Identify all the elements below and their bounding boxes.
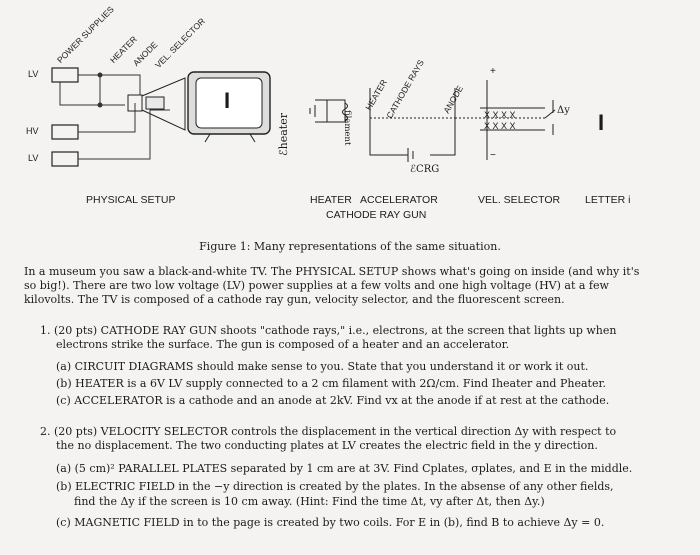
q2-a: (a) (5 cm)² PARALLEL PLATES separated by 1 cm are at 3V. Find Cplates, σplates, and E in the middle. [56, 462, 633, 475]
figure [0, 0, 700, 240]
crosses-top: X X X X [484, 110, 516, 120]
label-e-heater: ℰheater [277, 112, 290, 156]
label-letter-i: LETTER i [585, 194, 631, 206]
tv-letter: I [224, 88, 231, 113]
q1-c: (c) ACCELERATOR is a cathode and an anode at 2kV. Find vx at the anode if at rest at the cathode. [56, 394, 610, 407]
big-letter: I [598, 110, 605, 135]
label-dy: Δy [557, 105, 570, 116]
crt-tube [128, 72, 270, 142]
label-anode-2: ANODE [441, 83, 466, 115]
wires [60, 73, 170, 159]
lv-supply-box [52, 68, 78, 82]
label-cathode-rays: CATHODE RAYS [384, 58, 426, 120]
q2-head-2: the no displacement. The two conducting plates at LV creates the electric field in the y direction. [56, 439, 598, 452]
plus-sign: + [490, 66, 496, 77]
q1-head-2: electrons strike the surface. The gun is composed of a heater and an accelerator. [56, 338, 510, 351]
q2-b-2: find the Δy if the screen is 10 cm away. (Hint: Find the time Δt, vy after Δt, then Δy.) [74, 495, 545, 508]
label-lv-2: LV [28, 153, 39, 163]
label-vel-selector-bottom: VEL. SELECTOR [478, 194, 561, 206]
crosses-bottom: X X X X [484, 121, 516, 131]
label-lv: LV [28, 69, 39, 79]
q1-a: (a) CIRCUIT DIAGRAMS should make sense to you. State that you understand it or work it out. [56, 360, 589, 373]
label-heater: HEATER [107, 33, 139, 65]
label-vel-selector: VEL. SELECTOR [152, 15, 207, 71]
label-filament: filament [342, 110, 352, 146]
intro-paragraph: In a museum you saw a black-and-white TV. The PHYSICAL SETUP shows what's going on inside (and why it's so big!). There are two low voltage (LV) power supplies at a few volts and one high voltage (HV) at a few kilovolts. The TV is composed of a cathode ray gun, velocity selector, and the fluorescent screen. [24, 265, 640, 306]
label-hv: HV [26, 126, 39, 136]
q1-b: (b) HEATER is a 6V LV supply connected to a 2 cm filament with 2Ω/cm. Find Iheater and Pheater. [56, 377, 606, 390]
minus-sign: − [490, 150, 496, 161]
figure-caption: Figure 1: Many representations of the same situation. [199, 240, 501, 253]
label-e-crg: ℰCRG [410, 164, 440, 175]
q2-b: (b) ELECTRIC FIELD in the −y direction is created by the plates. In the absense of any other fields, [56, 480, 614, 493]
lv2-supply-box [52, 152, 78, 166]
label-anode: ANODE [130, 39, 160, 68]
hv-supply-box [52, 125, 78, 139]
q1-head: 1. (20 pts) CATHODE RAY GUN shoots "cathode rays," i.e., electrons, at the screen that lights up when [40, 324, 617, 337]
q2-head: 2. (20 pts) VELOCITY SELECTOR controls the displacement in the vertical direction Δy with respect to [40, 425, 617, 438]
label-power-supplies: POWER SUPPLIES [54, 4, 116, 65]
q2-c: (c) MAGNETIC FIELD in to the page is created by two coils. For E in (b), find B to achieve Δy = 0. [56, 516, 605, 529]
velocity-selector [455, 80, 555, 160]
label-heater-accelerator: HEATER ACCELERATOR [310, 194, 438, 206]
label-cathode-ray-gun: CATHODE RAY GUN [326, 209, 427, 221]
accelerator-circuit [370, 88, 455, 162]
label-heater-2: HEATER [363, 77, 389, 112]
label-physical-setup: PHYSICAL SETUP [86, 194, 176, 206]
